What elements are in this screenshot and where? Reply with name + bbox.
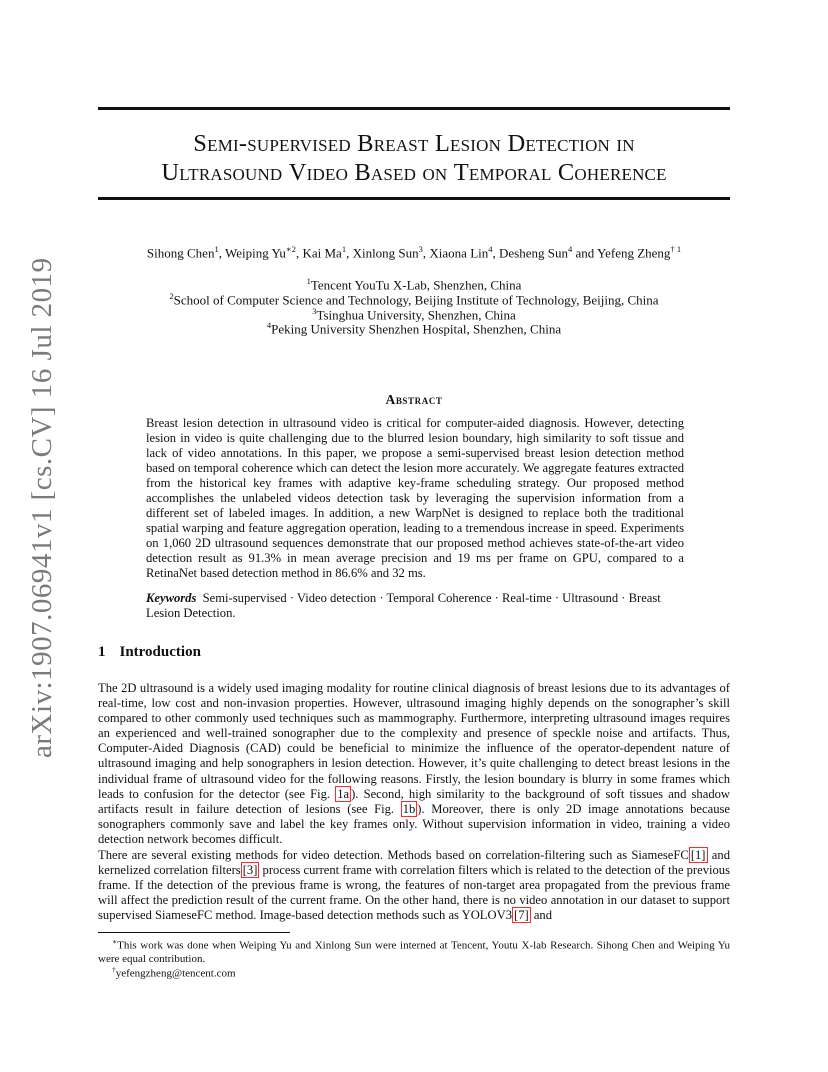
author: Xinlong Sun: [352, 245, 419, 261]
abstract-body: Breast lesion detection in ultrasound video is critical for computer-aided diagnosis. However, detecting lesion in video is quite challenging due to the blurred lesion boundary, high similarity to soft tissue and lack of video annotations. In this paper, we propose a semi-supervised breast lesion detection method based on temporal coherence which can detect the lesion more accurately. We aggregate features extracted from the historical key frames with adaptive key-frame scheduling strategy. Our proposed method accomplishes the unlabeled videos detection task by leveraging the supervision information from a different set of labeled images. In addition, a new WarpNet is designed to replace both the traditional spatial warping and feature aggregation operation, leading to a tremendous increase in speed. Experiments on 1,060 2D ultrasound sequences demonstrate that our proposed method achieves state-of-the-art video detection result as 91.3% in mean average precision and 19 ms per frame on GPU, compared to a RetinaNet based detection method in 86.6% and 32 ms.: [146, 416, 684, 580]
author-list: Sihong Chen$^1$, Weiping $Yu^{∗2}$, Kai Ma$^1$, Xinlong Sun$^3$, Xiaona Lin$^4$, Desheng Sun$^4$ and Yefeng Zheng$^{\dagger 1}$: [146, 244, 682, 261]
affiliation: $^1$Tencent YouTu X-Lab, Shenzhen, China: [306, 276, 522, 293]
section-heading-introduction: 1 Introduction: [98, 644, 201, 660]
affiliation: $^3$Tsinghua University, Shenzhen, China: [312, 306, 516, 323]
keywords-label: Keywords: [146, 591, 197, 605]
citation-link[interactable]: [3]: [242, 863, 258, 878]
intro-paragraph-2: There are several existing methods for video detection. Methods based on correlation-filtering such as SiameseFC [1] and kernelized correlation filters [3] process current frame with correlation filters which is related to the detection of the previous frame. If the detection of the previous frame is wrong, the features of non-target area propagated from the previous frame will affect the prediction result of the current frame. On the other hand, there is no video annotation in our dataset to support supervised SiameseFC method. Image-based detection methods such as YOLOV3 [7] and: [98, 848, 730, 923]
paper-title-line-1: Semi-supervised Breast Lesion Detection in: [193, 130, 635, 157]
affiliation: $^4$Peking University Shenzhen Hospital, Shenzhen, China: [266, 320, 562, 337]
footnote-rule: [98, 932, 290, 933]
title-bottom-rule: [98, 197, 730, 200]
figure-link[interactable]: 1a: [337, 786, 350, 801]
figure-link[interactable]: 1b: [402, 801, 416, 816]
footnote-equal-contribution: ∗This work was done when Weiping Yu and Xinlong Sun were interned at Tencent, Youtu X-lab Research. Sihong Chen and Weiping Yu were equal contribution.: [98, 937, 730, 966]
abstract-heading: Abstract: [385, 392, 443, 407]
arxiv-sidebar-stamp: arXiv:1907.06941v1 [cs.CV] 16 Jul 2019: [26, 257, 58, 758]
citation-link[interactable]: [7]: [514, 908, 529, 923]
author: Weiping Yu: [224, 245, 286, 261]
author: Desheng Sun: [499, 245, 568, 261]
author: Kai Ma: [302, 245, 342, 261]
keywords: Keywords Semi-supervised · Video detection · Temporal Coherence · Real-time · Ultrasound · Breast Lesion Detection.: [146, 591, 661, 620]
affiliation: $^2$School of Computer Science and Technology, Beijing Institute of Technology, Beijing, China: [169, 291, 659, 308]
author: Xiaona Lin: [429, 245, 489, 261]
citation-link[interactable]: [1]: [690, 848, 706, 862]
author: Sihong Chen: [146, 245, 215, 261]
footnote-email: †yefengzheng@tencent.com: [112, 965, 236, 980]
title-top-rule: [98, 107, 730, 110]
intro-paragraph-1: The 2D ultrasound is a widely used imaging modality for routine clinical diagnosis of breast lesions due to its advantages of real-time, low cost and non-invasion properties. However, ultrasound imaging highly depends on the sonographer’s skill compared to other commonly used techniques such as mammography. Furthermore, interpreting ultrasound images requires an experienced and well-trained sonographer due to the complexity and presence of speckle noise and artifacts. Thus, Computer-Aided Diagnosis (CAD) could be beneficial to minimize the influence of the operator-dependent nature of ultrasound imaging and help sonographers in lesion detection. However, it’s quite challenging to detect breast lesions in the individual frame of ultrasound video for the following reasons. Firstly, the lesion boundary is blurry in some frames which leads to confusion for the detector (see Fig. 1a ). Second, high similarity to the background of soft tissues and shadow artifacts result in failure detection of lesions (see Fig. 1b ). Moreover, there is only 2D image annotations because sonographers commonly save and label the key frames only. Without supervision information in video, training a video detection network becomes difficult.: [98, 681, 731, 846]
paper-title-line-2: Ultrasound Video Based on Temporal Coherence: [161, 159, 667, 186]
author: Yefeng Zheng: [597, 245, 671, 261]
